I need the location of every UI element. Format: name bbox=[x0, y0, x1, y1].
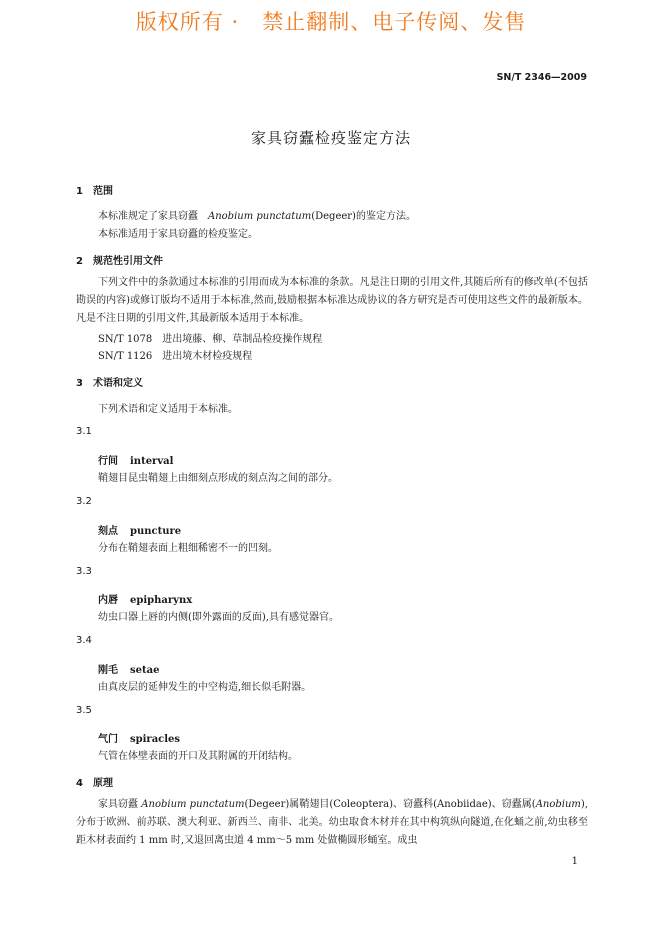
section-4-paragraph bbox=[76, 796, 588, 850]
reference-sn-t-1078: SN/T 1078 进出境藤、柳、草制品检疫操作规程 bbox=[98, 334, 323, 345]
term-heading bbox=[98, 591, 192, 606]
term-heading bbox=[98, 661, 159, 676]
section-title: 范围 bbox=[93, 186, 113, 197]
section-number: 2 bbox=[76, 256, 83, 267]
term-number: 3.3 bbox=[76, 566, 92, 577]
section-3-intro: 下列术语和定义适用于本标准。 bbox=[98, 404, 238, 415]
text: 本标准规定了家具窃蠹 bbox=[98, 211, 208, 222]
term-en: puncture bbox=[130, 526, 182, 537]
scientific-name: Anobium punctatum bbox=[208, 211, 312, 222]
section-number: 3 bbox=[76, 378, 83, 389]
text: ),分布于欧洲、前苏联、澳大利亚、新西兰、南非、北美。幼虫取食木材并在其中构筑纵向隧道,在化蛹之前,幼虫移至距木材表面约 1 mm 时,又退回离虫道 4 mm～5 mm 处做椭圆形蛹室。成虫 bbox=[76, 799, 588, 846]
term-number: 3.2 bbox=[76, 496, 92, 507]
standard-number: SN/T 2346—2009 bbox=[496, 72, 587, 83]
section-number: 4 bbox=[76, 778, 83, 789]
term-heading bbox=[98, 730, 180, 745]
text: 家具窃蠹 bbox=[98, 799, 142, 810]
term-definition: 分布在鞘翅表面上粗细稀密不一的凹刻。 bbox=[98, 543, 278, 554]
section-4-heading bbox=[76, 774, 113, 789]
term-definition: 幼虫口器上唇的内侧(即外露面的反面),具有感觉器官。 bbox=[98, 612, 339, 623]
term-number: 3.1 bbox=[76, 426, 92, 437]
term-zh: 刻点 bbox=[98, 526, 118, 537]
copyright-watermark: 版权所有 · 禁止翻制、电子传阅、发售 bbox=[135, 10, 527, 34]
term-en: spiracles bbox=[130, 734, 181, 745]
section-1-heading bbox=[76, 182, 113, 197]
term-number: 3.5 bbox=[76, 705, 92, 716]
section-title: 原理 bbox=[93, 778, 113, 789]
section-2-heading bbox=[76, 252, 163, 267]
scientific-name: Anobium punctatum bbox=[141, 799, 245, 810]
section-title: 术语和定义 bbox=[93, 378, 143, 389]
section-1-paragraph-2: 本标准适用于家具窃蠹的检疫鉴定。 bbox=[98, 229, 258, 240]
term-en: epipharynx bbox=[130, 595, 193, 606]
term-definition: 鞘翅目昆虫鞘翅上由细刻点形成的刻点沟之间的部分。 bbox=[98, 473, 338, 484]
genus-name: Anobium bbox=[535, 799, 581, 810]
term-heading bbox=[98, 452, 173, 467]
reference-sn-t-1126: SN/T 1126 进出境木材检疫规程 bbox=[98, 351, 253, 362]
term-number: 3.4 bbox=[76, 635, 92, 646]
term-definition: 气管在体壁表面的开口及其附属的开闭结构。 bbox=[98, 751, 298, 762]
term-en: interval bbox=[130, 456, 174, 467]
document-title: 家具窃蠹检疫鉴定方法 bbox=[250, 129, 411, 147]
term-zh: 行间 bbox=[98, 456, 118, 467]
term-en: setae bbox=[130, 665, 160, 676]
page-number: 1 bbox=[571, 856, 578, 867]
section-number: 1 bbox=[76, 186, 83, 197]
term-zh: 刚毛 bbox=[98, 665, 118, 676]
section-2-paragraph: 下列文件中的条款通过本标准的引用而成为本标准的条款。凡是注日期的引用文件,其随后所有的修改单(不包括勘误的内容)或修订版均不适用于本标准,然而,鼓励根据本标准达成协议的各方研究是否可使用这些文件的最新版本。凡是不注日期的引用文件,其最新版本适用于本标准。 bbox=[76, 277, 588, 324]
section-3-heading bbox=[76, 374, 143, 389]
text: (Degeer)属鞘翅目(Coleoptera)、窃蠹科(Anobiidae)、窃蠹属( bbox=[244, 799, 536, 810]
section-title: 规范性引用文件 bbox=[93, 256, 163, 267]
term-definition: 由真皮层的延伸发生的中空构造,细长似毛附器。 bbox=[98, 682, 312, 693]
term-heading bbox=[98, 522, 181, 537]
term-zh: 内唇 bbox=[98, 595, 118, 606]
section-1-paragraph-1 bbox=[98, 207, 416, 222]
text: (Degeer)的鉴定方法。 bbox=[311, 211, 416, 222]
term-zh: 气门 bbox=[98, 734, 118, 745]
